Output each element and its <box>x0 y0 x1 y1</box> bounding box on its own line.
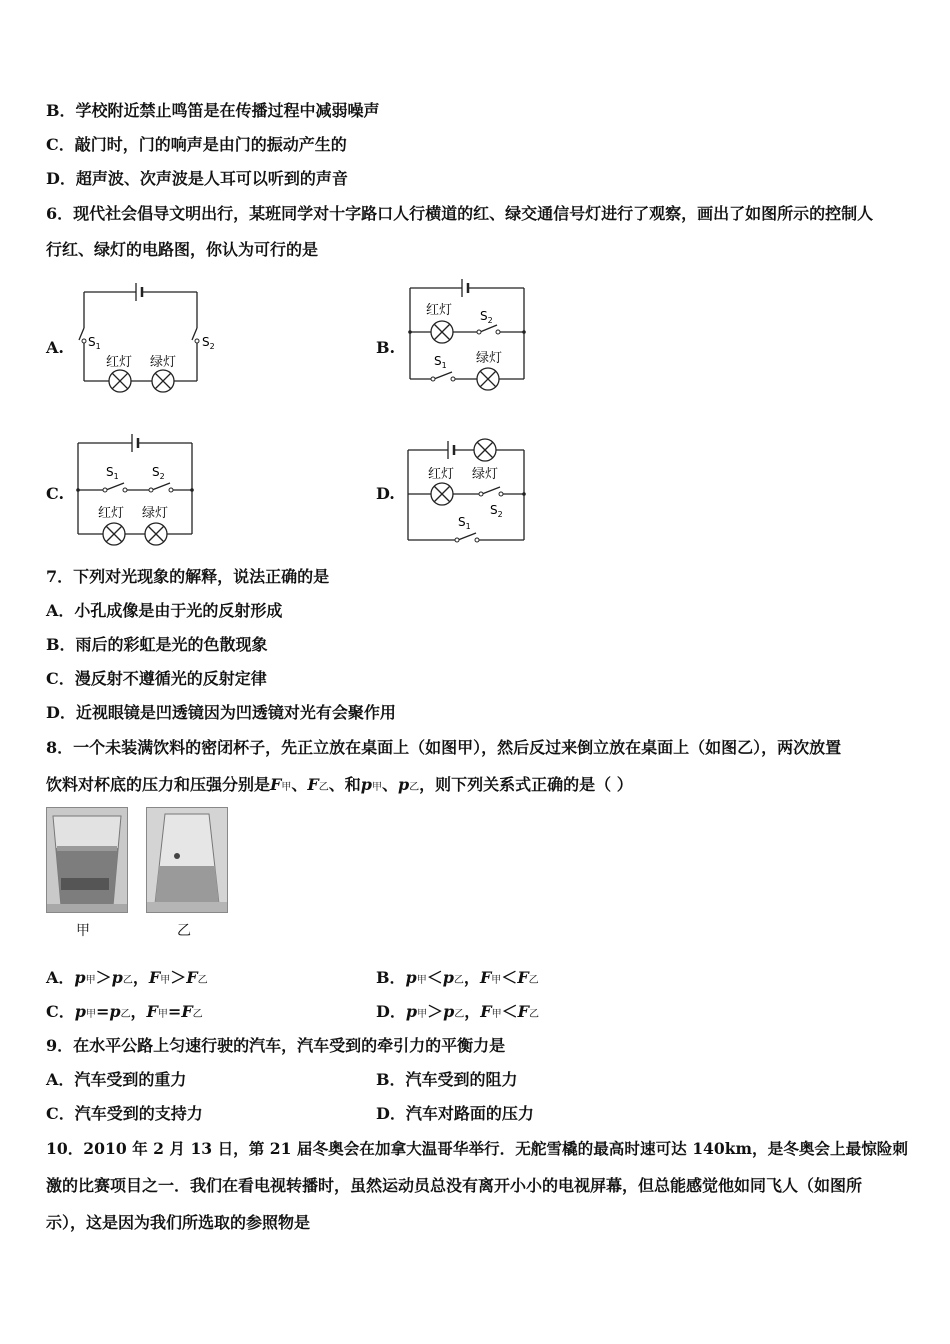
circuit-d-green-label: 绿灯 <box>472 467 499 482</box>
q6-label-b: B. <box>376 338 396 357</box>
q8-option-d: D．p甲＞p乙，F甲＜F乙 <box>376 1002 540 1021</box>
circuit-a-s1-label: $S_1$ <box>88 335 101 351</box>
q10-stem-line3: 示），这是因为我们所选取的参照物是 <box>46 1213 311 1232</box>
q7-option-a: A．小孔成像是由于光的反射形成 <box>46 601 283 620</box>
circuit-diagram-c <box>70 430 200 548</box>
circuit-b-s2-label: $S_2$ <box>480 309 493 325</box>
q7-option-b: B．雨后的彩虹是光的色散现象 <box>46 635 268 654</box>
q9-stem: 9．在水平公路上匀速行驶的汽车，汽车受到的牵引力的平衡力是 <box>46 1036 506 1055</box>
q8-option-c: C．p甲=p乙，F甲=F乙 <box>46 1002 203 1021</box>
q9-option-c: C．汽车受到的支持力 <box>46 1104 203 1123</box>
q10-stem-line1: 10．2010 年 2 月 13 日，第 21 届冬奥会在加拿大温哥华举行．无舵雪橇的最高时速可达 140km，是冬奥会上最惊险刺 <box>46 1139 908 1158</box>
q7-option-d: D．近视眼镜是凹透镜因为凹透镜对光有会聚作用 <box>46 703 396 722</box>
circuit-c-green-label: 绿灯 <box>142 506 169 521</box>
q6-label-d: D. <box>376 484 395 503</box>
q8-option-a: A．p甲＞p乙，F甲＞F乙 <box>46 968 208 987</box>
q8-stem-line1: 8．一个未装满饮料的密闭杯子，先正立放在桌面上（如图甲），然后反过来倒立放在桌面上（如图乙），两次放置 <box>46 738 842 757</box>
cup-inverted-photo <box>146 807 228 913</box>
circuit-a-green-label: 绿灯 <box>150 355 177 370</box>
circuit-a-red-label: 红灯 <box>106 355 133 370</box>
q9-option-b: B．汽车受到的阻力 <box>376 1070 518 1089</box>
circuit-c-red-label: 红灯 <box>98 506 125 521</box>
q5-option-d: D．超声波、次声波是人耳可以听到的声音 <box>46 169 348 188</box>
q7-option-c: C．漫反射不遵循光的反射定律 <box>46 669 267 688</box>
q6-stem-line1: 6．现代社会倡导文明出行，某班同学对十字路口人行横道的红、绿交通信号灯进行了观察，画出了如图所示的控制人 <box>46 204 874 223</box>
circuit-c-s2-label: $S_2$ <box>152 465 165 481</box>
circuit-d-s2-label: $S_2$ <box>490 503 503 519</box>
q5-option-c: C．敲门时，门的响声是由门的振动产生的 <box>46 135 347 154</box>
q10-stem-line2: 激的比赛项目之一．我们在看电视转播时，虽然运动员总没有离开小小的电视屏幕，但总能感觉他如同飞人（如图所 <box>46 1176 863 1195</box>
cup-upright-photo <box>46 807 128 913</box>
circuit-d-s1-label: $S_1$ <box>458 515 471 531</box>
cup-inverted-caption: 乙 <box>177 923 191 939</box>
circuit-b-red-label: 红灯 <box>426 303 453 318</box>
q8-option-b: B．p甲＜p乙，F甲＜F乙 <box>376 968 539 987</box>
q9-option-d: D．汽车对路面的压力 <box>376 1104 534 1123</box>
q8-stem-line2: 饮料对杯底的压力和压强分别是F甲、F乙、和p甲、p乙，则下列关系式正确的是（ ） <box>46 775 633 794</box>
cup-upright-caption: 甲 <box>76 923 90 939</box>
circuit-diagram-a <box>72 280 232 395</box>
circuit-diagram-b <box>402 276 532 391</box>
q9-option-a: A．汽车受到的重力 <box>46 1070 187 1089</box>
q6-label-c: C. <box>46 484 65 503</box>
circuit-b-s1-label: $S_1$ <box>434 354 447 370</box>
q5-option-b: B．学校附近禁止鸣笛是在传播过程中减弱噪声 <box>46 101 380 120</box>
circuit-b-green-label: 绿灯 <box>476 351 503 366</box>
circuit-diagram-d <box>400 432 535 547</box>
circuit-c-s1-label: $S_1$ <box>106 465 119 481</box>
q6-label-a: A. <box>46 338 64 357</box>
q6-stem-line2: 行红、绿灯的电路图，你认为可行的是 <box>46 240 319 259</box>
circuit-a-s2-label: $S_2$ <box>202 335 215 351</box>
q7-stem: 7．下列对光现象的解释，说法正确的是 <box>46 567 330 586</box>
circuit-d-red-label: 红灯 <box>428 467 455 482</box>
